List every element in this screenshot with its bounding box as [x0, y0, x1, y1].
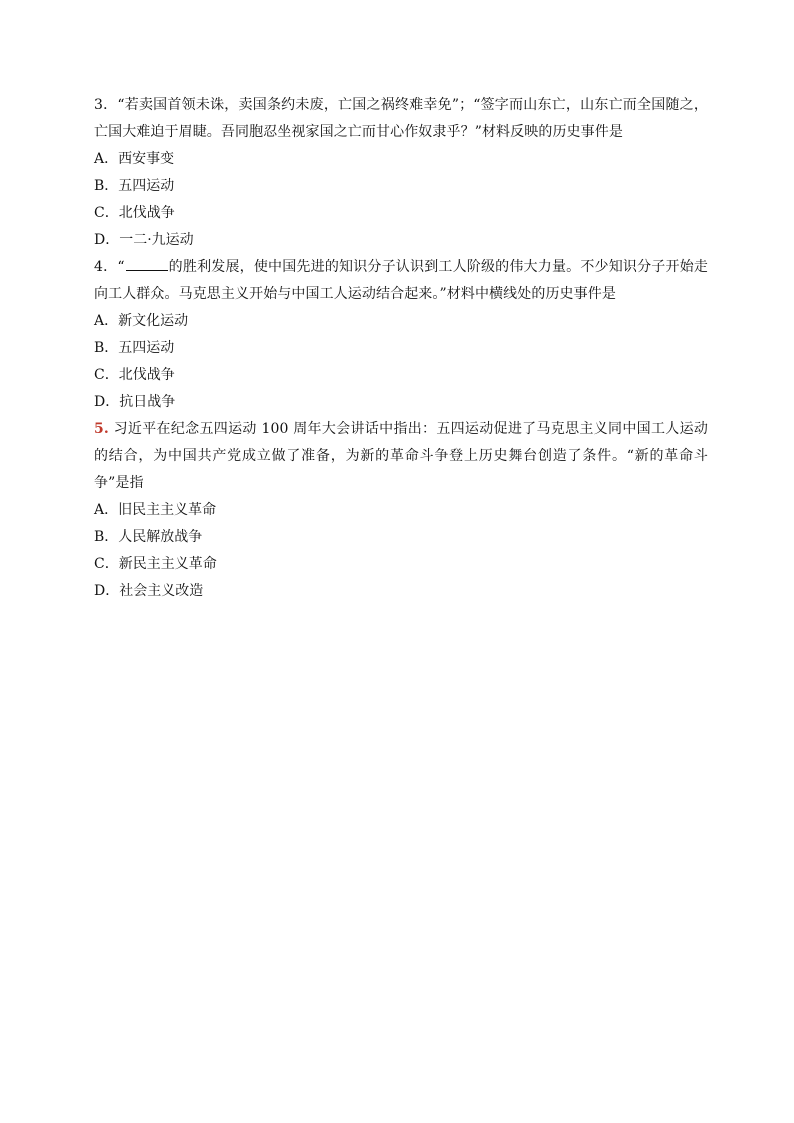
question-4-option-d: D．抗日战争 — [94, 394, 176, 410]
question-5-option-d: D．社会主义改造 — [94, 583, 204, 599]
fill-in-blank-line — [126, 255, 168, 271]
question-3-text: “若卖国首领未诛，卖国条约未废，亡国之祸终难幸免”；“签字而山东亡，山东亡而全国随之，亡国大难迫于眉睫。吾同胞忍坐视家国之亡而甘心作奴隶乎？”材料反映的历史事件是 — [94, 97, 708, 140]
question-4-text-before-blank: “ — [117, 259, 125, 275]
question-5-option-b: B．人民解放战争 — [94, 529, 203, 545]
question-3 — [94, 92, 708, 254]
question-5-option-c: C．新民主主义革命 — [94, 556, 217, 572]
question-5-number: 5. — [94, 421, 109, 437]
question-4-text-after-blank: 的胜利发展，使中国先进的知识分子认识到工人阶级的伟大力量。不少知识分子开始走向工人群众。马克思主义开始与中国工人运动结合起来。”材料中横线处的历史事件是 — [94, 259, 708, 302]
question-5 — [94, 416, 708, 605]
question-3-stem — [94, 92, 708, 146]
question-4 — [94, 254, 708, 416]
question-4-stem — [94, 254, 708, 308]
question-5-option-a: A．旧民主主义革命 — [94, 502, 217, 518]
question-3-option-a: A．西安事变 — [94, 151, 175, 167]
question-4-number: 4． — [94, 259, 118, 275]
question-4-option-b: B．五四运动 — [94, 340, 175, 356]
question-4-option-c: C．北伐战争 — [94, 367, 175, 383]
question-5-stem — [94, 416, 708, 497]
question-3-number: 3． — [94, 97, 118, 113]
question-5-text: 习近平在纪念五四运动 100 周年大会讲话中指出：五四运动促进了马克思主义同中国工人运动的结合，为中国共产党成立做了准备，为新的革命斗争登上历史舞台创造了条件。“新的革命斗争”是指 — [94, 421, 708, 491]
question-3-option-c: C．北伐战争 — [94, 205, 175, 221]
question-4-option-a: A．新文化运动 — [94, 313, 189, 329]
question-3-option-b: B．五四运动 — [94, 178, 175, 194]
question-3-option-d: D．一二·九运动 — [94, 232, 194, 248]
document-page — [94, 92, 708, 605]
